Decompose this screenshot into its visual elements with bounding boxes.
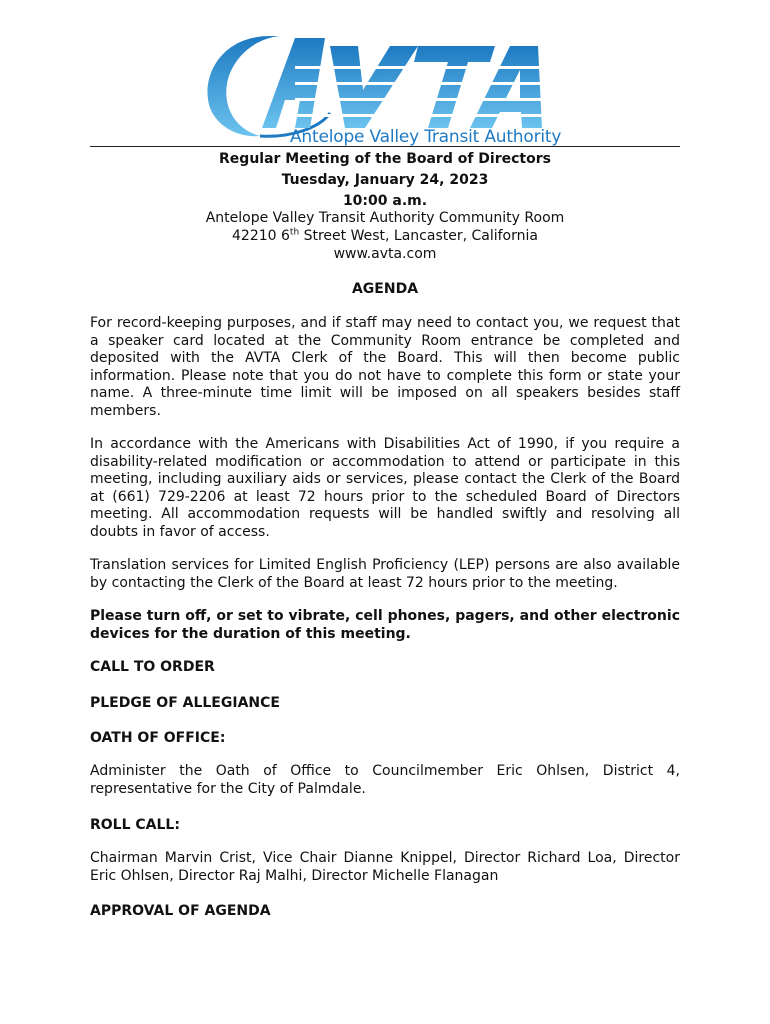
avta-logo-graphic — [200, 28, 550, 140]
roll-call-text: Chairman Marvin Crist, Vice Chair Dianne Knippel, Director Richard Loa, Director Eric Ohlsen, Director Raj Malhi, Director Michelle Flanagan — [90, 850, 680, 884]
meeting-time: 10:00 a.m. — [342, 193, 428, 209]
meeting-date: Tuesday, January 24, 2023 — [281, 172, 489, 188]
call-to-order-heading: CALL TO ORDER — [90, 659, 215, 675]
meeting-address — [0, 227, 770, 245]
address-street: Street West, Lancaster, California — [299, 228, 538, 244]
oath-text: Administer the Oath of Office to Councilmember Eric Ohlsen, District 4, representative for the City of Palmdale. — [90, 763, 680, 797]
speaker-card-paragraph: For record-keeping purposes, and if staff may need to contact you, we request that a speaker card located at the Community Room entrance be completed and deposited with the AVTA Clerk of the Board. This will then become public information. Please note that you do not have to complete this form or state your name. A three-minute time limit will be imposed on all speakers besides staff members. — [90, 315, 680, 419]
organization-name: Antelope Valley Transit Authority — [290, 127, 562, 147]
meeting-website: www.avta.com — [333, 246, 437, 262]
ada-paragraph: In accordance with the Americans with Disabilities Act of 1990, if you require a disability-related modification or accommodation to attend or participate in this meeting, including auxiliary aids or services, please contact the Clerk of the Board at (661) 729-2206 at least 72 hours prior to the scheduled Board of Directors meeting. All accommodation requests will be handled swiftly and resolving all doubts in favor of access. — [90, 436, 680, 540]
roll-call-heading: ROLL CALL: — [90, 817, 180, 833]
address-number: 42210 6 — [232, 228, 290, 244]
translation-paragraph: Translation services for Limited English Proficiency (LEP) persons are also available by contacting the Clerk of the Board at least 72 hours prior to the meeting. — [90, 557, 680, 591]
address-ordinal: th — [289, 227, 300, 238]
meeting-title: Regular Meeting of the Board of Directors — [219, 151, 551, 167]
devices-notice: Please turn off, or set to vibrate, cell phones, pagers, and other electronic devices for the duration of this meeting. — [90, 608, 680, 642]
meeting-location: Antelope Valley Transit Authority Community Room — [205, 210, 565, 226]
header-divider — [90, 146, 680, 147]
avta-logo — [90, 28, 680, 154]
agenda-title: AGENDA — [351, 281, 419, 297]
oath-heading: OATH OF OFFICE: — [90, 730, 226, 746]
approval-heading: APPROVAL OF AGENDA — [90, 903, 271, 919]
pledge-heading: PLEDGE OF ALLEGIANCE — [90, 695, 280, 711]
